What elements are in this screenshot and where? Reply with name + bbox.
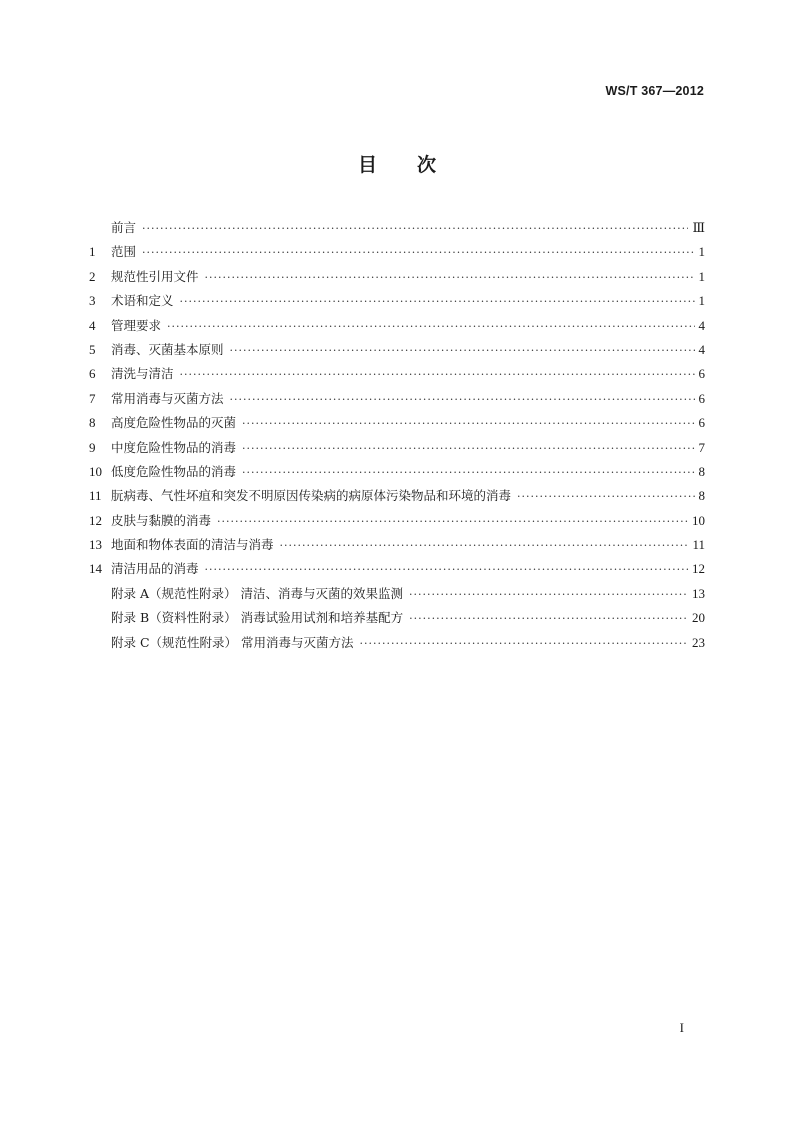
toc-entry-label: 附录 A（规范性附录） 清洁、消毒与灭菌的效果监测 [111, 585, 403, 601]
toc-leader-dots [142, 241, 694, 265]
toc-leader-dots [205, 266, 695, 290]
toc-leader-dots [409, 607, 688, 631]
toc-entry[interactable] [89, 460, 705, 484]
toc-entry-label: 高度危险性物品的灭菌 [111, 415, 237, 431]
toc-entry-label: 规范性引用文件 [111, 268, 199, 284]
toc-entry-label: 低度危险性物品的消毒 [111, 463, 237, 479]
toc-entry-page: 4 [698, 317, 705, 333]
toc-entry-number: 10 [89, 463, 102, 479]
toc-leader-dots [180, 363, 695, 387]
toc-entry-label: 常用消毒与灭菌方法 [111, 390, 224, 406]
toc-entry-label: 清洗与清洁 [111, 366, 174, 382]
toc-entry-number: 2 [89, 268, 96, 284]
toc-entry-number: 3 [89, 293, 96, 309]
toc-entry-page: 10 [692, 512, 705, 528]
toc-entry-page: 6 [698, 366, 705, 382]
toc-entry[interactable] [89, 338, 705, 362]
toc-entry[interactable] [89, 533, 705, 557]
toc-entry-page: 1 [698, 244, 705, 260]
toc-entry[interactable] [89, 509, 705, 533]
toc-entry[interactable] [89, 411, 705, 435]
toc-entry[interactable] [89, 582, 705, 606]
toc-entry-label: 清洁用品的消毒 [111, 561, 199, 577]
toc-leader-dots [517, 485, 694, 509]
toc-entry-label: 范围 [111, 244, 137, 260]
toc-entry-label: 前言 [111, 220, 137, 235]
toc-leader-dots [242, 437, 694, 461]
toc-leader-dots [180, 290, 695, 314]
toc-entry-page: Ⅲ [692, 220, 705, 235]
toc-entry-page: 8 [698, 463, 705, 479]
toc-entry-page: 20 [692, 610, 705, 626]
toc-leader-dots [409, 583, 688, 607]
toc-entry-page: 11 [692, 537, 705, 553]
toc-entry-number: 13 [89, 537, 102, 553]
toc-entry-number: 8 [89, 415, 96, 431]
toc-entry-page: 1 [698, 268, 705, 284]
toc-entry-number: 1 [89, 244, 96, 260]
toc-leader-dots [167, 315, 694, 339]
toc-leader-dots [142, 217, 688, 241]
toc-entry[interactable] [89, 484, 705, 508]
standard-code: WS/T 367—2012 [605, 84, 704, 98]
toc-leader-dots [217, 510, 688, 534]
table-of-contents [89, 216, 705, 655]
toc-entry-number: 14 [89, 561, 102, 577]
toc-entry-page: 8 [698, 488, 705, 504]
toc-entry-label: 消毒、灭菌基本原则 [111, 341, 224, 357]
toc-leader-dots [230, 388, 695, 412]
toc-entry-number: 11 [89, 488, 102, 504]
toc-entry-page: 4 [698, 341, 705, 357]
toc-entry[interactable] [89, 240, 705, 264]
toc-entry-page: 6 [698, 390, 705, 406]
toc-entry-label: 管理要求 [111, 317, 162, 333]
toc-entry[interactable] [89, 631, 705, 655]
toc-leader-dots [360, 632, 688, 656]
page-title: 目次 [357, 154, 476, 176]
toc-leader-dots [205, 558, 688, 582]
toc-entry-label: 附录 B（资料性附录） 消毒试验用试剂和培养基配方 [111, 610, 404, 626]
toc-leader-dots [242, 412, 694, 436]
toc-entry-label: 中度危险性物品的消毒 [111, 439, 237, 455]
toc-entry-number: 9 [89, 439, 96, 455]
toc-entry-page: 7 [698, 439, 705, 455]
toc-entry-label: 附录 C（规范性附录） 常用消毒与灭菌方法 [111, 634, 354, 650]
toc-entry-number: 4 [89, 317, 96, 333]
toc-entry-label: 术语和定义 [111, 293, 174, 309]
toc-entry-number: 7 [89, 390, 96, 406]
toc-entry[interactable] [89, 265, 705, 289]
toc-entry-label: 地面和物体表面的清洁与消毒 [111, 537, 274, 553]
toc-entry[interactable] [89, 387, 705, 411]
toc-entry-page: 6 [698, 415, 705, 431]
toc-leader-dots [280, 534, 689, 558]
toc-entry[interactable] [89, 314, 705, 338]
toc-entry-label: 皮肤与黏膜的消毒 [111, 512, 212, 528]
toc-leader-dots [230, 339, 695, 363]
toc-entry-page: 12 [692, 561, 705, 577]
toc-entry-number: 5 [89, 341, 96, 357]
toc-entry-label: 朊病毒、气性坏疽和突发不明原因传染病的病原体污染物品和环境的消毒 [111, 488, 512, 504]
toc-leader-dots [242, 461, 694, 485]
toc-entry-page: 1 [698, 293, 705, 309]
toc-entry-page: 13 [692, 585, 705, 601]
page-number: I [679, 1020, 684, 1035]
toc-entry-number: 12 [89, 512, 102, 528]
toc-entry[interactable] [89, 362, 705, 386]
toc-entry[interactable] [89, 557, 705, 581]
toc-entry[interactable] [89, 606, 705, 630]
toc-entry[interactable] [89, 216, 705, 240]
toc-entry-number: 6 [89, 366, 96, 382]
toc-entry-page: 23 [692, 634, 705, 650]
toc-entry[interactable] [89, 436, 705, 460]
toc-entry[interactable] [89, 289, 705, 313]
